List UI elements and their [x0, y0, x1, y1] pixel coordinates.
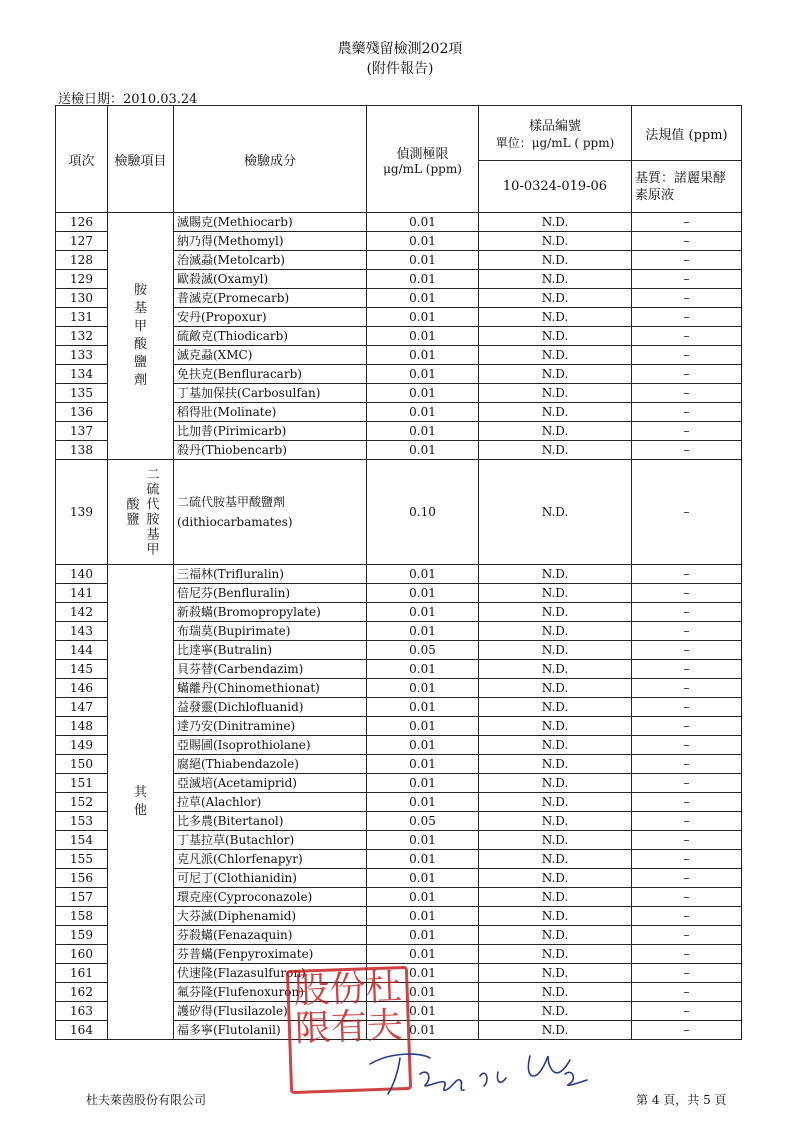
detection-limit: 0.01 [367, 327, 479, 346]
result-value: N.D. [479, 365, 632, 384]
regulation-value: – [632, 251, 742, 270]
component-cell [174, 641, 367, 660]
detection-limit: 0.01 [367, 251, 479, 270]
regulation-value: – [632, 907, 742, 926]
table-row [56, 213, 742, 232]
item-number: 153 [56, 812, 108, 831]
component-name: 大芬滅(Diphenamid) [177, 909, 297, 923]
header-item: 檢驗項目 [108, 106, 174, 213]
header-regulation: 法規值 (ppm) [632, 106, 742, 161]
component-name: 福多寧(Flutolanil) [177, 1023, 281, 1037]
regulation-value: – [632, 926, 742, 945]
component-name: 腐絕(Thiabendazole) [177, 757, 299, 771]
table-row [56, 460, 742, 565]
footer-company: 杜夫萊茵股份有限公司 [86, 1093, 207, 1107]
result-value: N.D. [479, 869, 632, 888]
component-name: 治滅蝨(Metolcarb) [177, 253, 285, 267]
regulation-value: – [632, 850, 742, 869]
regulation-value: – [632, 793, 742, 812]
regulation-value: – [632, 679, 742, 698]
detection-limit: 0.01 [367, 698, 479, 717]
regulation-value: – [632, 441, 742, 460]
result-value: N.D. [479, 232, 632, 251]
detection-limit: 0.01 [367, 926, 479, 945]
detection-limit: 0.01 [367, 888, 479, 907]
result-value: N.D. [479, 403, 632, 422]
component-cell [174, 270, 367, 289]
item-number: 160 [56, 945, 108, 964]
item-number: 155 [56, 850, 108, 869]
regulation-value: – [632, 565, 742, 584]
category-cell [108, 213, 174, 460]
component-name: 稻得壯(Molinate) [177, 405, 277, 419]
item-number: 162 [56, 983, 108, 1002]
regulation-value: – [632, 964, 742, 983]
item-number: 126 [56, 213, 108, 232]
detection-limit: 0.01 [367, 270, 479, 289]
results-table [55, 105, 742, 1040]
component-name: 新殺蟎(Bromopropylate) [177, 605, 321, 619]
component-name: 伏速隆(Flazasulfuron) [177, 966, 306, 980]
component-cell [174, 460, 367, 565]
component-name: 滅克蝨(XMC) [177, 348, 253, 362]
result-value: N.D. [479, 384, 632, 403]
item-number: 161 [56, 964, 108, 983]
component-cell [174, 622, 367, 641]
regulation-value: – [632, 422, 742, 441]
result-value: N.D. [479, 1021, 632, 1040]
component-cell [174, 736, 367, 755]
item-number: 147 [56, 698, 108, 717]
regulation-value: – [632, 869, 742, 888]
component-name: 芬普蟎(Fenpyroximate) [177, 947, 314, 961]
component-cell [174, 850, 367, 869]
send-date: 送檢日期：2010.03.24 [58, 92, 198, 107]
component-name: 免扶克(Benfluracarb) [177, 367, 302, 381]
regulation-value: – [632, 660, 742, 679]
detection-limit: 0.01 [367, 945, 479, 964]
component-name: 硫敵克(Thiodicarb) [177, 329, 288, 343]
category-label: 其他 [134, 785, 148, 818]
item-number: 154 [56, 831, 108, 850]
component-cell [174, 831, 367, 850]
result-value: N.D. [479, 327, 632, 346]
detection-limit: 0.01 [367, 565, 479, 584]
result-value: N.D. [479, 346, 632, 365]
regulation-value: – [632, 460, 742, 565]
detection-limit: 0.10 [367, 460, 479, 565]
header-sample [479, 106, 632, 161]
header-sample-line2: 單位：μg/mL ( ppm) [495, 136, 615, 150]
component-cell [174, 907, 367, 926]
regulation-value: – [632, 755, 742, 774]
result-value: N.D. [479, 660, 632, 679]
component-cell [174, 251, 367, 270]
component-cell [174, 603, 367, 622]
item-number: 138 [56, 441, 108, 460]
regulation-value: – [632, 641, 742, 660]
item-number: 141 [56, 584, 108, 603]
component-cell [174, 308, 367, 327]
component-name: 納乃得(Methomyl) [177, 234, 284, 248]
result-value: N.D. [479, 850, 632, 869]
component-name: 丁基加保扶(Carbosulfan) [177, 386, 321, 400]
detection-limit: 0.01 [367, 850, 479, 869]
item-number: 151 [56, 774, 108, 793]
component-cell [174, 422, 367, 441]
component-name: 蟎離丹(Chinomethionat) [177, 681, 320, 695]
component-name: 比多農(Bitertanol) [177, 814, 284, 828]
item-number: 140 [56, 565, 108, 584]
result-value: N.D. [479, 812, 632, 831]
detection-limit: 0.01 [367, 213, 479, 232]
regulation-value: – [632, 584, 742, 603]
component-name: 護矽得(Flusilazole) [177, 1004, 288, 1018]
regulation-value: – [632, 888, 742, 907]
regulation-value: – [632, 403, 742, 422]
component-name: 比加普(Pirimicarb) [177, 424, 287, 438]
component-cell [174, 660, 367, 679]
component-cell [174, 565, 367, 584]
regulation-value: – [632, 603, 742, 622]
detection-limit: 0.01 [367, 907, 479, 926]
component-cell [174, 403, 367, 422]
detection-limit: 0.01 [367, 1021, 479, 1040]
result-value: N.D. [479, 213, 632, 232]
regulation-value: – [632, 983, 742, 1002]
regulation-value: – [632, 289, 742, 308]
result-value: N.D. [479, 422, 632, 441]
regulation-value: – [632, 717, 742, 736]
category-cell [108, 565, 174, 1040]
regulation-value: – [632, 384, 742, 403]
regulation-value: – [632, 308, 742, 327]
result-value: N.D. [479, 983, 632, 1002]
detection-limit: 0.01 [367, 384, 479, 403]
item-number: 163 [56, 1002, 108, 1021]
item-number: 149 [56, 736, 108, 755]
result-value: N.D. [479, 888, 632, 907]
detection-limit: 0.01 [367, 365, 479, 384]
detection-limit: 0.01 [367, 441, 479, 460]
item-number: 145 [56, 660, 108, 679]
item-number: 156 [56, 869, 108, 888]
component-name: 亞賜圃(Isoprothiolane) [177, 738, 311, 752]
item-number: 158 [56, 907, 108, 926]
component-cell [174, 793, 367, 812]
detection-limit: 0.01 [367, 603, 479, 622]
result-value: N.D. [479, 460, 632, 565]
component-name: 達乃安(Dinitramine) [177, 719, 296, 733]
component-cell [174, 717, 367, 736]
result-value: N.D. [479, 926, 632, 945]
detection-limit: 0.01 [367, 403, 479, 422]
result-value: N.D. [479, 270, 632, 289]
result-value: N.D. [479, 945, 632, 964]
report-subtitle: (附件報告) [366, 61, 434, 77]
sample-id: 10-0324-019-06 [479, 161, 632, 213]
detection-limit: 0.05 [367, 641, 479, 660]
result-value: N.D. [479, 641, 632, 660]
item-number: 143 [56, 622, 108, 641]
component-name-en: (dithiocarbamates) [177, 515, 293, 529]
regulation-value: – [632, 270, 742, 289]
detection-limit: 0.01 [367, 679, 479, 698]
component-cell [174, 232, 367, 251]
component-name: 布瑞莫(Bupirimate) [177, 624, 291, 638]
regulation-value: – [632, 232, 742, 251]
table-row [56, 565, 742, 584]
item-number: 159 [56, 926, 108, 945]
component-cell [174, 774, 367, 793]
header-limit-line1: 偵測極限 [396, 146, 449, 162]
result-value: N.D. [479, 289, 632, 308]
component-cell [174, 384, 367, 403]
detection-limit: 0.01 [367, 755, 479, 774]
result-value: N.D. [479, 584, 632, 603]
header-component: 檢驗成分 [174, 106, 367, 213]
detection-limit: 0.01 [367, 289, 479, 308]
footer-page: 第 4 頁，共 5 頁 [636, 1093, 727, 1107]
header-limit [367, 106, 479, 213]
result-value: N.D. [479, 736, 632, 755]
component-name: 氟芬隆(Flufenoxuron) [177, 985, 304, 999]
component-cell [174, 679, 367, 698]
result-value: N.D. [479, 679, 632, 698]
item-number: 144 [56, 641, 108, 660]
component-name: 芬殺蟎(Fenazaquin) [177, 928, 293, 942]
regulation-value: – [632, 698, 742, 717]
result-value: N.D. [479, 441, 632, 460]
item-number: 142 [56, 603, 108, 622]
regulation-value: – [632, 736, 742, 755]
category-label: 胺基甲酸鹽劑 [134, 283, 148, 388]
item-number: 128 [56, 251, 108, 270]
component-name: 歐殺滅(Oxamyl) [177, 272, 269, 286]
regulation-value: – [632, 774, 742, 793]
component-cell [174, 926, 367, 945]
component-name: 亞滅培(Acetamiprid) [177, 776, 297, 790]
component-cell [174, 945, 367, 964]
item-number: 132 [56, 327, 108, 346]
result-value: N.D. [479, 698, 632, 717]
component-name: 可尼丁(Clothianidin) [177, 871, 297, 885]
result-value: N.D. [479, 717, 632, 736]
component-cell [174, 289, 367, 308]
regulation-value: – [632, 346, 742, 365]
component-cell [174, 698, 367, 717]
company-seal: 股份杜限有夫 [286, 966, 412, 1094]
header-no: 項次 [56, 106, 108, 213]
result-value: N.D. [479, 251, 632, 270]
component-cell [174, 441, 367, 460]
component-cell [174, 346, 367, 365]
detection-limit: 0.01 [367, 793, 479, 812]
detection-limit: 0.01 [367, 869, 479, 888]
component-name: 益發靈(Dichlofluanid) [177, 700, 304, 714]
detection-limit: 0.01 [367, 1002, 479, 1021]
detection-limit: 0.05 [367, 812, 479, 831]
result-value: N.D. [479, 603, 632, 622]
detection-limit: 0.01 [367, 736, 479, 755]
regulation-value: – [632, 831, 742, 850]
component-name: 滅賜克(Methiocarb) [177, 215, 293, 229]
item-number: 127 [56, 232, 108, 251]
detection-limit: 0.01 [367, 622, 479, 641]
component-cell [174, 327, 367, 346]
item-number: 146 [56, 679, 108, 698]
item-number: 150 [56, 755, 108, 774]
component-name: 三福林(Trifluralin) [177, 567, 284, 581]
component-cell [174, 755, 367, 774]
component-name: 拉草(Alachlor) [177, 795, 262, 809]
category-cell [108, 460, 174, 565]
result-value: N.D. [479, 831, 632, 850]
item-number: 129 [56, 270, 108, 289]
component-cell [174, 869, 367, 888]
header-sample-line1: 樣品編號 [528, 119, 581, 134]
component-cell [174, 888, 367, 907]
item-number: 137 [56, 422, 108, 441]
component-name: 殺丹(Thiobencarb) [177, 443, 287, 457]
detection-limit: 0.01 [367, 584, 479, 603]
result-value: N.D. [479, 565, 632, 584]
item-number: 133 [56, 346, 108, 365]
detection-limit: 0.01 [367, 232, 479, 251]
component-name: 比達寧(Butralin) [177, 643, 273, 657]
item-number: 157 [56, 888, 108, 907]
component-name: 普滅克(Promecarb) [177, 291, 290, 305]
result-value: N.D. [479, 1002, 632, 1021]
component-name: 貝芬替(Carbendazim) [177, 662, 304, 676]
detection-limit: 0.01 [367, 346, 479, 365]
component-name: 丁基拉草(Butachlor) [177, 833, 295, 847]
result-value: N.D. [479, 907, 632, 926]
regulation-value: – [632, 327, 742, 346]
category-label: 二硫代胺基甲酸鹽 [123, 467, 159, 557]
detection-limit: 0.01 [367, 308, 479, 327]
detection-limit: 0.01 [367, 717, 479, 736]
detection-limit: 0.01 [367, 831, 479, 850]
item-number: 139 [56, 460, 108, 565]
regulation-value: – [632, 945, 742, 964]
regulation-value: – [632, 622, 742, 641]
regulation-value: – [632, 213, 742, 232]
component-name: 倍尼芬(Benfluralin) [177, 586, 291, 600]
header-limit-line2: μg/mL (ppm) [383, 161, 462, 176]
component-name: 克凡派(Chlorfenapyr) [177, 852, 303, 866]
detection-limit: 0.01 [367, 964, 479, 983]
item-number: 134 [56, 365, 108, 384]
component-name: 安丹(Propoxur) [177, 310, 267, 324]
item-number: 131 [56, 308, 108, 327]
component-cell [174, 213, 367, 232]
component-cell [174, 812, 367, 831]
detection-limit: 0.01 [367, 660, 479, 679]
regulation-value: – [632, 1002, 742, 1021]
component-name: 環克座(Cyproconazole) [177, 890, 313, 904]
regulation-value: – [632, 812, 742, 831]
item-number: 148 [56, 717, 108, 736]
result-value: N.D. [479, 755, 632, 774]
report-title: 農藥殘留檢測202項 [337, 41, 463, 57]
detection-limit: 0.01 [367, 983, 479, 1002]
item-number: 152 [56, 793, 108, 812]
component-name: 二硫代胺基甲酸鹽劑 [177, 495, 286, 509]
matrix-label: 基質：諾麗果酵素原液 [632, 161, 742, 213]
signature [360, 1044, 600, 1099]
component-cell [174, 584, 367, 603]
result-value: N.D. [479, 793, 632, 812]
detection-limit: 0.01 [367, 422, 479, 441]
regulation-value: – [632, 1021, 742, 1040]
item-number: 164 [56, 1021, 108, 1040]
item-number: 135 [56, 384, 108, 403]
result-value: N.D. [479, 774, 632, 793]
item-number: 136 [56, 403, 108, 422]
detection-limit: 0.01 [367, 774, 479, 793]
component-cell [174, 365, 367, 384]
item-number: 130 [56, 289, 108, 308]
result-value: N.D. [479, 622, 632, 641]
result-value: N.D. [479, 964, 632, 983]
regulation-value: – [632, 365, 742, 384]
result-value: N.D. [479, 308, 632, 327]
